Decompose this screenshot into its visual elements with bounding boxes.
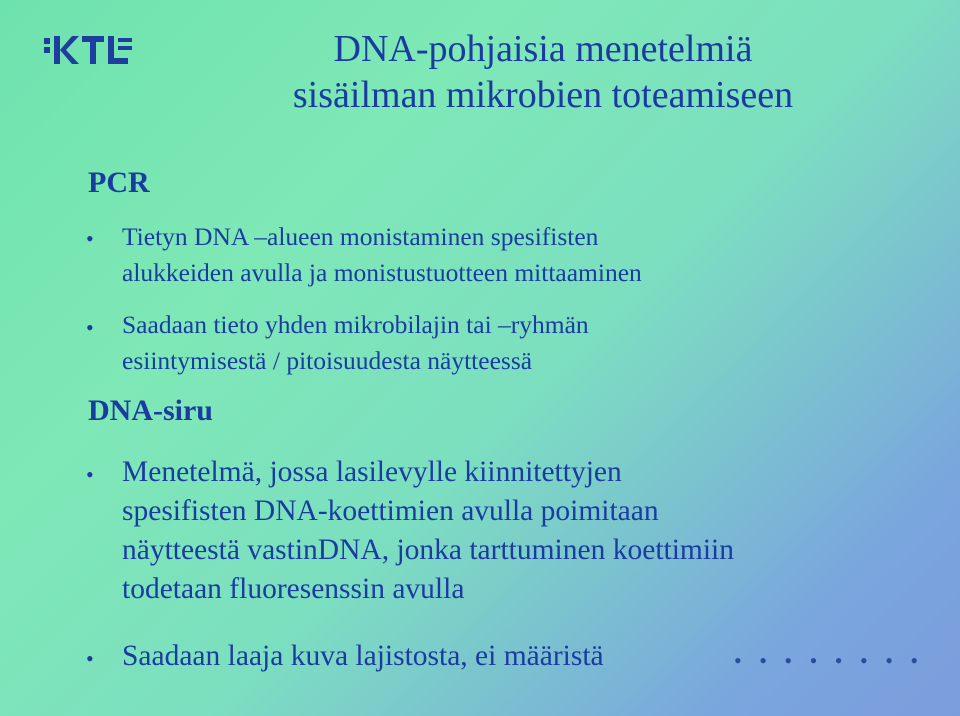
text-line: Menetelmä, jossa lasilevylle kiinnitettyjen: [122, 456, 622, 488]
bullet-dot: •: [86, 462, 94, 487]
text-line: Saadaan laaja kuva lajistosta, ei määristä: [122, 640, 604, 672]
dna-siru-bullet-2: [122, 637, 604, 676]
ktl-logo: [44, 34, 136, 66]
section-heading-dna-siru: DNA-siru: [88, 394, 213, 427]
bullet-dot: •: [86, 226, 94, 251]
bullet-dot: •: [86, 315, 94, 340]
text-line: Tietyn DNA –alueen monistaminen spesifisten: [122, 222, 599, 251]
text-line: spesifisten DNA-koettimien avulla poimitaan: [122, 495, 659, 527]
title-line-2: sisäilman mikrobien toteamiseen: [292, 74, 794, 116]
trailing-dots: • • • • • • • •: [734, 648, 925, 673]
text-line: Saadaan tieto yhden mikrobilajin tai –ryhmän: [122, 310, 589, 339]
text-line: näytteestä vastinDNA, jonka tarttuminen koettimiin: [122, 534, 734, 566]
text-line: alukkeiden avulla ja monistustuotteen mittaaminen: [122, 258, 642, 287]
text-line: todetaan fluoresenssin avulla: [122, 573, 465, 605]
section-heading-pcr: PCR: [88, 166, 150, 199]
pcr-bullet-2: [122, 307, 589, 379]
slide-title: [148, 26, 938, 118]
pcr-bullet-1: [122, 219, 642, 291]
dna-siru-bullet-1: [122, 453, 734, 609]
title-line-1: DNA-pohjaisia menetelmiä: [333, 28, 753, 70]
bullet-dot: •: [86, 646, 94, 671]
text-line: esiintymisestä / pitoisuudesta näytteessä: [122, 346, 533, 375]
